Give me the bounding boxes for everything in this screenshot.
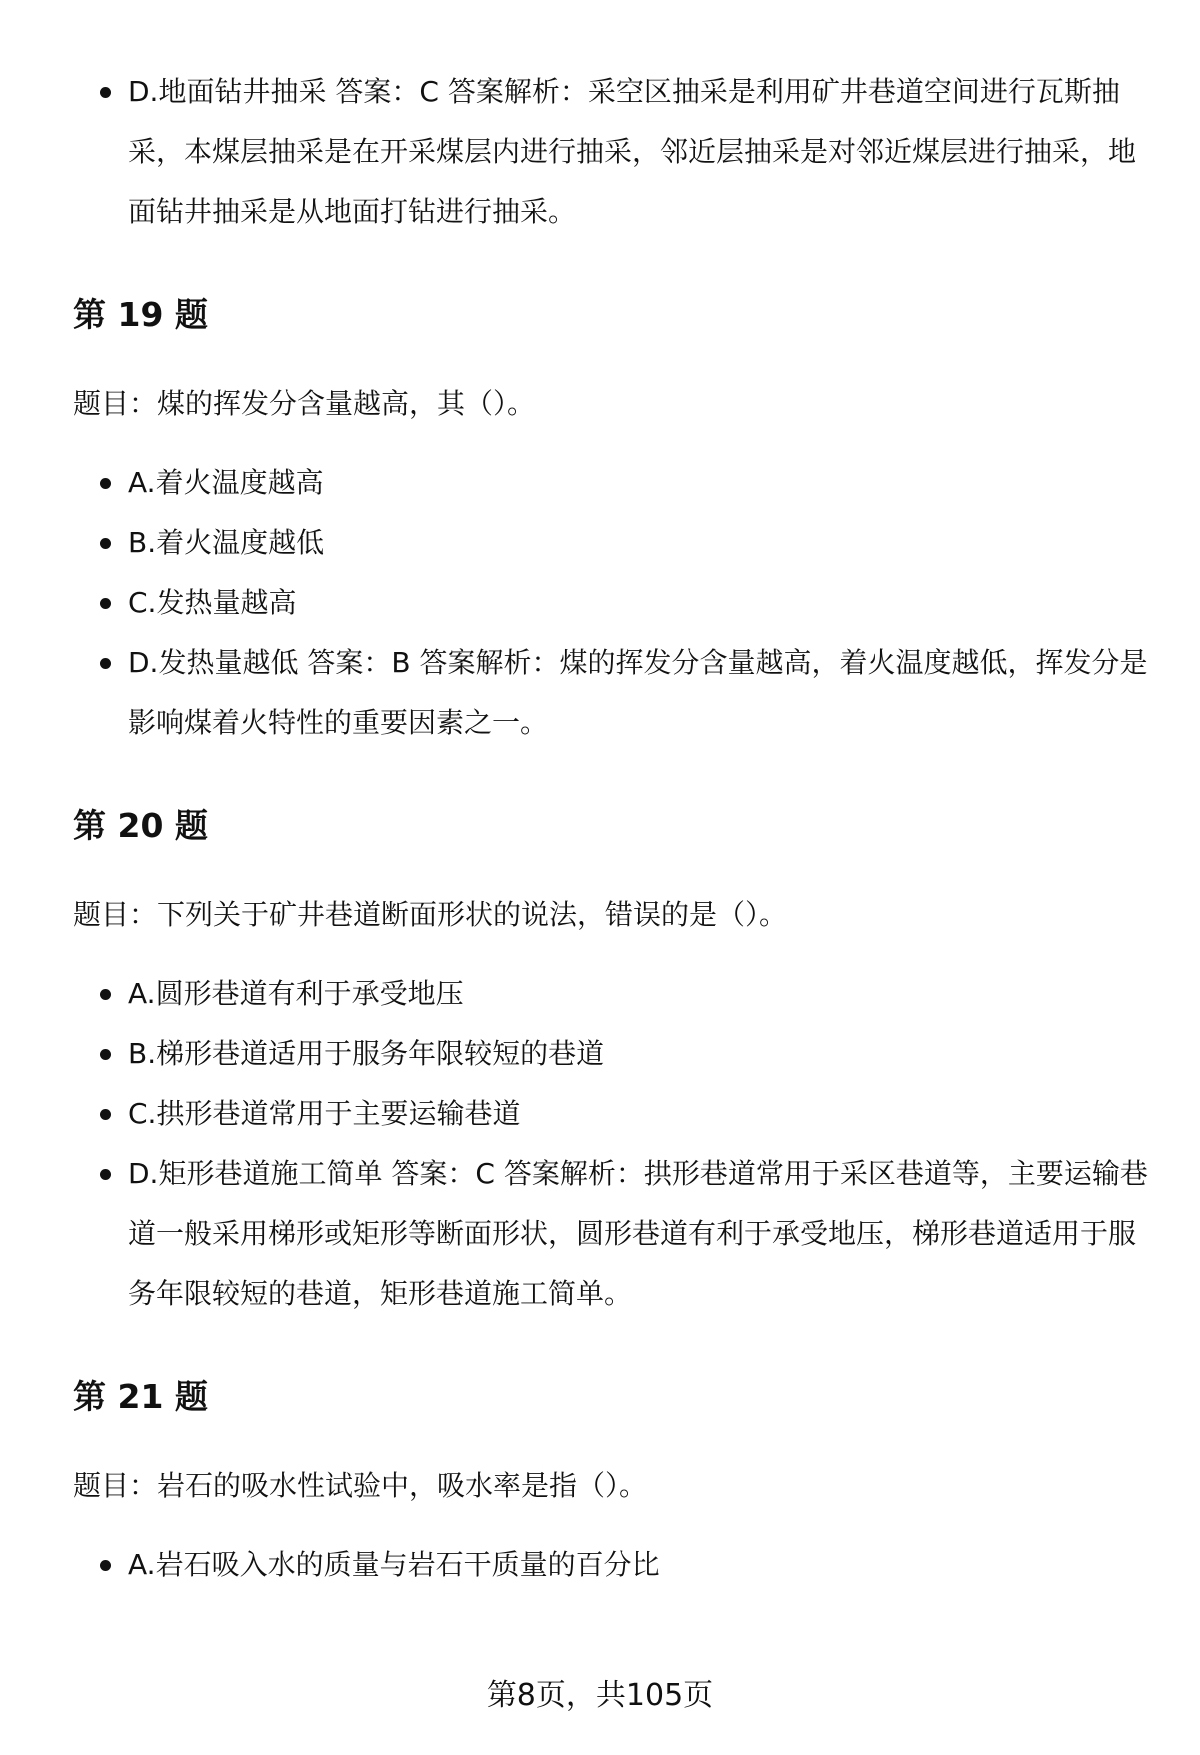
option-list	[73, 1535, 1153, 1595]
option-item: C.拱形巷道常用于主要运输巷道	[73, 1084, 1153, 1144]
question-stem: 题目：岩石的吸水性试验中，吸水率是指（）。	[73, 1469, 648, 1502]
option-item: A.圆形巷道有利于承受地压	[73, 964, 1153, 1024]
option-list	[73, 62, 1153, 242]
option-item: A.岩石吸入水的质量与岩石干质量的百分比	[73, 1535, 1153, 1595]
page-number: 第8页，共105页	[486, 1678, 714, 1713]
option-item: D.矩形巷道施工简单 答案：C 答案解析：拱形巷道常用于采区巷道等，主要运输巷道一般采用梯形或矩形等断面形状，圆形巷道有利于承受地压，梯形巷道适用于服务年限较短的巷道，矩形巷道施工简单。	[73, 1144, 1153, 1324]
option-item: D.地面钻井抽采 答案：C 答案解析：采空区抽采是利用矿井巷道空间进行瓦斯抽采，本煤层抽采是在开采煤层内进行抽采，邻近层抽采是对邻近煤层进行抽采，地面钻井抽采是从地面打钻进行抽采。	[73, 62, 1153, 242]
option-item: D.发热量越低 答案：B 答案解析：煤的挥发分含量越高，着火温度越低，挥发分是影响煤着火特性的重要因素之一。	[73, 633, 1153, 753]
option-item: C.发热量越高	[73, 573, 1153, 633]
page-content	[73, 62, 1153, 1595]
option-item: B.着火温度越低	[73, 513, 1153, 573]
option-item: A.着火温度越高	[73, 453, 1153, 513]
option-list	[73, 453, 1153, 753]
question-stem: 题目：下列关于矿井巷道断面形状的说法，错误的是（）。	[73, 898, 788, 931]
option-item: B.梯形巷道适用于服务年限较短的巷道	[73, 1024, 1153, 1084]
option-list	[73, 964, 1153, 1324]
question-heading: 第 19 题	[73, 295, 208, 334]
question-heading: 第 20 题	[73, 806, 208, 845]
question-stem: 题目：煤的挥发分含量越高，其（）。	[73, 387, 536, 420]
question-heading: 第 21 题	[73, 1377, 208, 1416]
